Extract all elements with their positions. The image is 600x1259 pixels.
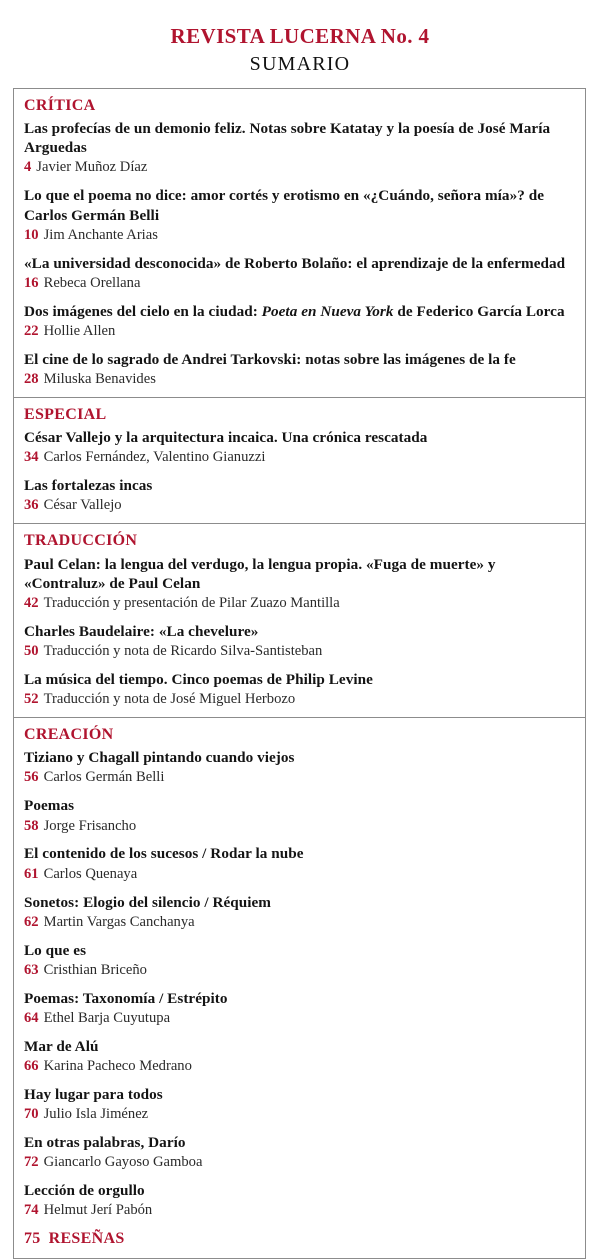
entry-page-number: 34	[24, 449, 39, 466]
toc-entry[interactable]	[24, 555, 575, 613]
toc-entry[interactable]	[24, 844, 575, 883]
entry-author: Traducción y presentación de Pilar Zuazo Mantilla	[43, 594, 340, 611]
toc-entry[interactable]	[24, 350, 575, 389]
entry-credit	[24, 322, 575, 341]
entry-author: Jorge Frisancho	[43, 817, 137, 834]
toc-entry[interactable]	[24, 119, 575, 177]
table-of-contents-box	[13, 88, 586, 1259]
entry-title: Las fortalezas incas	[24, 477, 153, 495]
entry-page-number: 4	[24, 159, 32, 176]
entry-title: Hay lugar para todos	[24, 1086, 163, 1104]
section-heading: TRADUCCIÓN	[24, 532, 138, 550]
entry-page-number: 62	[24, 913, 39, 930]
entry-credit	[24, 817, 575, 836]
entry-author: Carlos Fernández, Valentino Gianuzzi	[43, 449, 266, 466]
entry-page-number: 10	[24, 226, 39, 243]
entry-page-number: 52	[24, 691, 39, 708]
entry-author: César Vallejo	[43, 497, 122, 514]
entry-title: Lo que es	[24, 941, 87, 959]
toc-entry[interactable]	[24, 1181, 575, 1220]
entry-author: Helmut Jerí Pabón	[43, 1202, 153, 1219]
toc-entry[interactable]	[24, 428, 575, 467]
entry-page-number: 36	[24, 497, 39, 514]
entry-author: Rebeca Orellana	[43, 274, 141, 291]
entry-title: Poemas: Taxonomía / Estrépito	[24, 989, 228, 1007]
entry-credit	[24, 370, 575, 389]
resenas-entry[interactable]	[24, 1229, 575, 1249]
entry-credit	[24, 594, 575, 613]
entry-title: «La universidad desconocida» de Roberto Bolaño: el aprendizaje de la enfermedad	[24, 254, 566, 272]
entry-page-number: 72	[24, 1154, 39, 1171]
resenas-label: RESEÑAS	[48, 1230, 125, 1248]
entry-author: Julio Isla Jiménez	[43, 1106, 149, 1123]
entry-page-number: 63	[24, 961, 39, 978]
entry-credit	[24, 1057, 575, 1076]
entry-author: Jim Anchante Arias	[43, 226, 158, 243]
entry-title: El cine de lo sagrado de Andrei Tarkovski: notas sobre las imágenes de la fe	[24, 350, 516, 368]
entry-credit	[24, 158, 575, 177]
entry-page-number: 74	[24, 1202, 39, 1219]
section-heading: ESPECIAL	[24, 406, 107, 424]
entry-credit	[24, 226, 575, 245]
toc-entry[interactable]	[24, 748, 575, 787]
toc-entry[interactable]	[24, 254, 575, 293]
entry-page-number: 58	[24, 817, 39, 834]
entry-credit	[24, 768, 575, 787]
toc-entry[interactable]	[24, 670, 575, 709]
toc-entry[interactable]	[24, 941, 575, 980]
toc-section	[14, 717, 585, 1258]
toc-entry[interactable]	[24, 1133, 575, 1172]
entry-title: Paul Celan: la lengua del verdugo, la lengua propia. «Fuga de muerte» y «Contraluz» de Paul Celan	[24, 555, 496, 592]
toc-entry[interactable]	[24, 476, 575, 515]
entry-title: Lo que el poema no dice: amor cortés y erotismo en «¿Cuándo, señora mía»? de Carlos Germán Belli	[24, 187, 544, 224]
entry-title: Tiziano y Chagall pintando cuando viejos	[24, 749, 295, 767]
entry-author: Giancarlo Gayoso Gamboa	[43, 1154, 203, 1171]
entry-author: Javier Muñoz Díaz	[36, 159, 148, 176]
entry-credit	[24, 448, 575, 467]
section-heading: CRÍTICA	[24, 97, 96, 114]
entry-author: Traducción y nota de Ricardo Silva-Santisteban	[43, 643, 323, 659]
toc-entry[interactable]	[24, 1085, 575, 1124]
entry-credit	[24, 642, 575, 661]
entry-author: Ethel Barja Cuyutupa	[43, 1009, 171, 1026]
entry-author: Martin Vargas Canchanya	[43, 913, 195, 930]
entry-title: César Vallejo y la arquitectura incaica. Una crónica rescatada	[24, 429, 428, 447]
entry-title: Mar de Alú	[24, 1037, 99, 1055]
entry-credit	[24, 913, 575, 932]
entry-title: Poemas	[24, 797, 75, 815]
entry-title: Las profecías de un demonio feliz. Notas sobre Katatay y la poesía de José María Arguedas	[24, 120, 551, 157]
entry-credit	[24, 1201, 575, 1220]
entry-title: Charles Baudelaire: «La chevelure»	[24, 622, 259, 640]
page-title: SUMARIO	[249, 53, 351, 76]
entry-credit	[24, 961, 575, 980]
entry-page-number: 16	[24, 274, 39, 291]
entry-author: Hollie Allen	[43, 322, 116, 339]
entry-credit	[24, 1009, 575, 1028]
entry-credit	[24, 1105, 575, 1124]
entry-author: Cristhian Briceño	[43, 961, 147, 978]
entry-credit	[24, 865, 575, 884]
entry-title: La música del tiempo. Cinco poemas de Philip Levine	[24, 670, 373, 688]
entry-credit	[24, 1153, 575, 1172]
entry-page-number: 56	[24, 769, 39, 786]
entry-author: Carlos Germán Belli	[43, 769, 165, 786]
section-heading: CREACIÓN	[24, 726, 114, 744]
entry-page-number: 64	[24, 1009, 39, 1026]
entry-title: Lección de orgullo	[24, 1182, 145, 1200]
toc-entry[interactable]	[24, 796, 575, 835]
toc-section	[14, 523, 585, 717]
toc-section	[14, 397, 585, 523]
entry-author: Karina Pacheco Medrano	[43, 1058, 192, 1075]
entry-author: Miluska Benavides	[43, 371, 156, 388]
toc-section	[14, 89, 585, 397]
magazine-title: REVISTA LUCERNA No. 4	[170, 24, 430, 48]
toc-entry[interactable]	[24, 186, 575, 244]
toc-entry[interactable]	[24, 622, 575, 661]
entry-author: Carlos Quenaya	[43, 865, 138, 882]
resenas-page-number: 75	[24, 1230, 41, 1248]
toc-entry[interactable]	[24, 893, 575, 932]
entry-credit	[24, 496, 575, 515]
entry-credit	[24, 274, 575, 293]
entry-page-number: 28	[24, 371, 39, 388]
entry-author: Traducción y nota de José Miguel Herbozo	[43, 691, 296, 708]
entry-title: Sonetos: Elogio del silencio / Réquiem	[24, 893, 272, 911]
entry-title: El contenido de los sucesos / Rodar la nube	[24, 845, 304, 863]
masthead	[0, 0, 600, 76]
toc-entry[interactable]	[24, 1037, 575, 1076]
entry-page-number: 42	[24, 594, 39, 611]
entry-page-number: 22	[24, 322, 39, 339]
entry-title: En otras palabras, Darío	[24, 1134, 186, 1152]
entry-page-number: 50	[24, 643, 39, 659]
entry-title: Dos imágenes del cielo en la ciudad: Poeta en Nueva York de Federico García Lorca	[24, 302, 565, 320]
entry-credit	[24, 690, 575, 709]
toc-entry[interactable]	[24, 989, 575, 1028]
entry-page-number: 66	[24, 1058, 39, 1075]
entry-page-number: 61	[24, 865, 39, 882]
toc-entry[interactable]	[24, 302, 575, 341]
entry-page-number: 70	[24, 1106, 39, 1123]
